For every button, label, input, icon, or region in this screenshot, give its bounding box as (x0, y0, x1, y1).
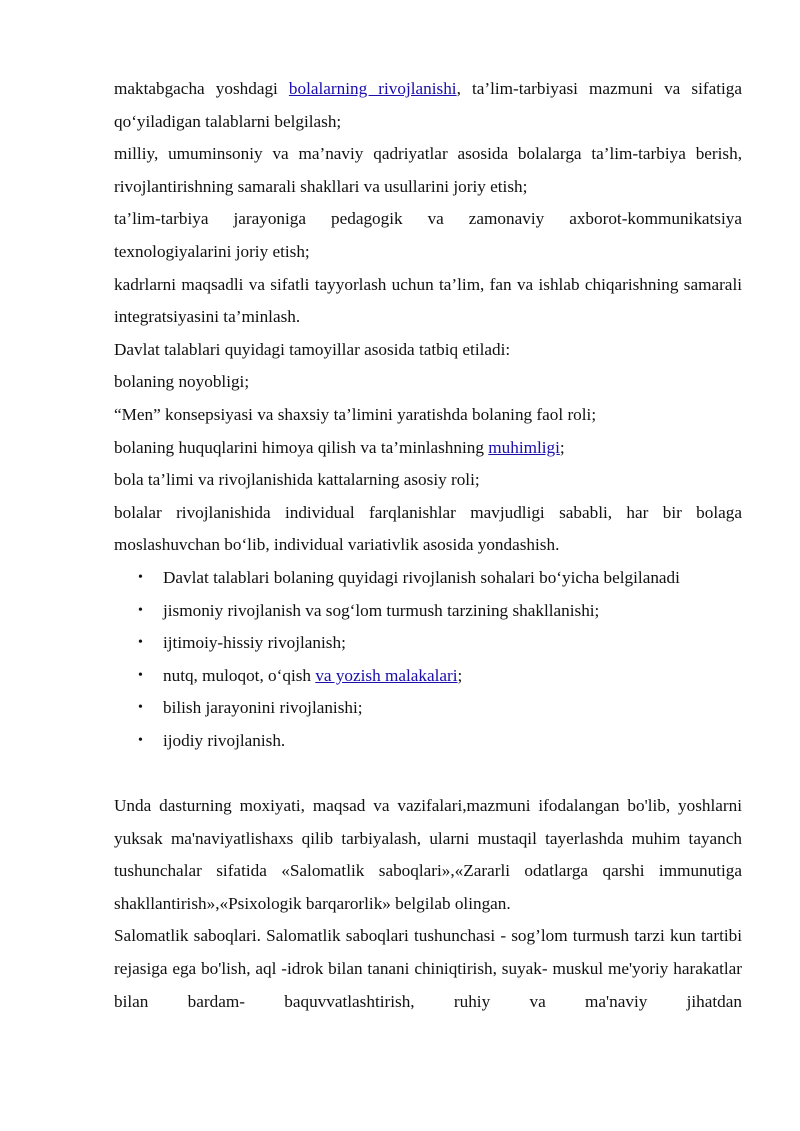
list-item-text: ; (457, 665, 463, 685)
paragraph: Unda dasturning moxiyati, maqsad va vazifalari,mazmuni ifodalangan bo'lib, yoshlarni yuksak ma'naviyatlishaxs qilib tarbiyalash, ularni mustaqil tayerlashda muhim tayanch tushunchalar sifatida «Salomatlik saboqlari»,«Zararli odatlarga qarshi immunutiga shakllantirish»,«Psixologik barqarorlik» belgilab olingan. (114, 796, 742, 913)
document-page (114, 73, 742, 1018)
bullet-icon: • (138, 602, 143, 618)
hyperlink[interactable]: va yozish malakalari (315, 665, 458, 685)
bullet-icon: • (138, 732, 143, 748)
hyperlink[interactable]: bolalarning rivojlanishi (288, 79, 457, 98)
paragraph (114, 432, 742, 465)
list-item-text: jismoniy rivojlanish va sog‘lom turmush tarzining shakllanishi; (163, 600, 600, 620)
list-item-text: ijtimoiy-hissiy rivojlanish; (163, 633, 346, 653)
list-item (114, 725, 742, 758)
list-item (114, 660, 742, 693)
bullet-icon: • (138, 667, 143, 683)
paragraph: “Men” konsepsiyasi va shaxsiy ta’limini yaratishda bolaning faol roli; (114, 404, 597, 424)
paragraph-spacer (114, 757, 742, 790)
paragraph: Salomatlik saboqlari. Salomatlik saboqlari tushunchasi - sog’lom turmush tarzi kun tartibi rejasiga ega bo'lish, aql -idrok bilan tanani chiniqtirish, suyak- muskul me'yoriy harakatlar bilan bardam- baquvvatlashtirish, ruhiy va ma'naviy jihatdan (114, 926, 742, 1011)
list-item (114, 595, 742, 628)
bullet-icon: • (138, 700, 143, 716)
paragraph (114, 73, 742, 138)
paragraph-text: , ta’lim-tarbiyasi mazmuni va sifatiga qo‘yiladigan talablarni belgilash; (114, 79, 742, 131)
paragraph: bolalar rivojlanishida individual farqlanishlar mavjudligi sababli, har bir bolaga moslashuvchan bo‘lib, individual variativlik asosida yondashish. (114, 502, 742, 555)
hyperlink[interactable]: muhimligi (488, 437, 560, 457)
list-item-text: nutq, muloqot, o‘qish (163, 665, 316, 685)
list-item-text: bilish jarayonini rivojlanishi; (163, 698, 363, 718)
bullet-list (114, 562, 742, 758)
list-item (114, 562, 742, 595)
list-item (114, 627, 742, 660)
list-item-text: ijodiy rivojlanish. (163, 730, 286, 750)
paragraph: kadrlarni maqsadli va sifatli tayyorlash uchun ta’lim, fan va ishlab chiqarishning samarali integratsiyasini ta’minlash. (114, 274, 742, 327)
paragraph: Davlat talablari quyidagi tamoyillar asosida tatbiq etiladi: (114, 339, 511, 359)
list-item-text: Davlat talablari bolaning quyidagi rivojlanish sohalari bo‘yicha belgilanadi (163, 567, 680, 587)
list-item (114, 692, 742, 725)
paragraph: bola ta’limi va rivojlanishida kattalarning asosiy roli; (114, 470, 480, 490)
paragraph-text: ; (559, 437, 565, 457)
paragraph-text: bolaning huquqlarini himoya qilish va ta’minlashning (114, 437, 489, 457)
paragraph-text: maktabgacha yoshdagi (114, 79, 289, 98)
paragraph: ta’lim-tarbiya jarayoniga pedagogik va zamonaviy axborot-kommunikatsiya texnologiyalarini joriy etish; (114, 209, 742, 261)
paragraph: milliy, umuminsoniy va ma’naviy qadriyatlar asosida bolalarga ta’lim-tarbiya berish, rivojlantirishning samarali shakllari va usullarini joriy etish; (114, 144, 742, 196)
paragraph: bolaning noyobligi; (114, 372, 250, 392)
bullet-icon: • (138, 635, 143, 651)
bullet-icon: • (138, 569, 143, 585)
